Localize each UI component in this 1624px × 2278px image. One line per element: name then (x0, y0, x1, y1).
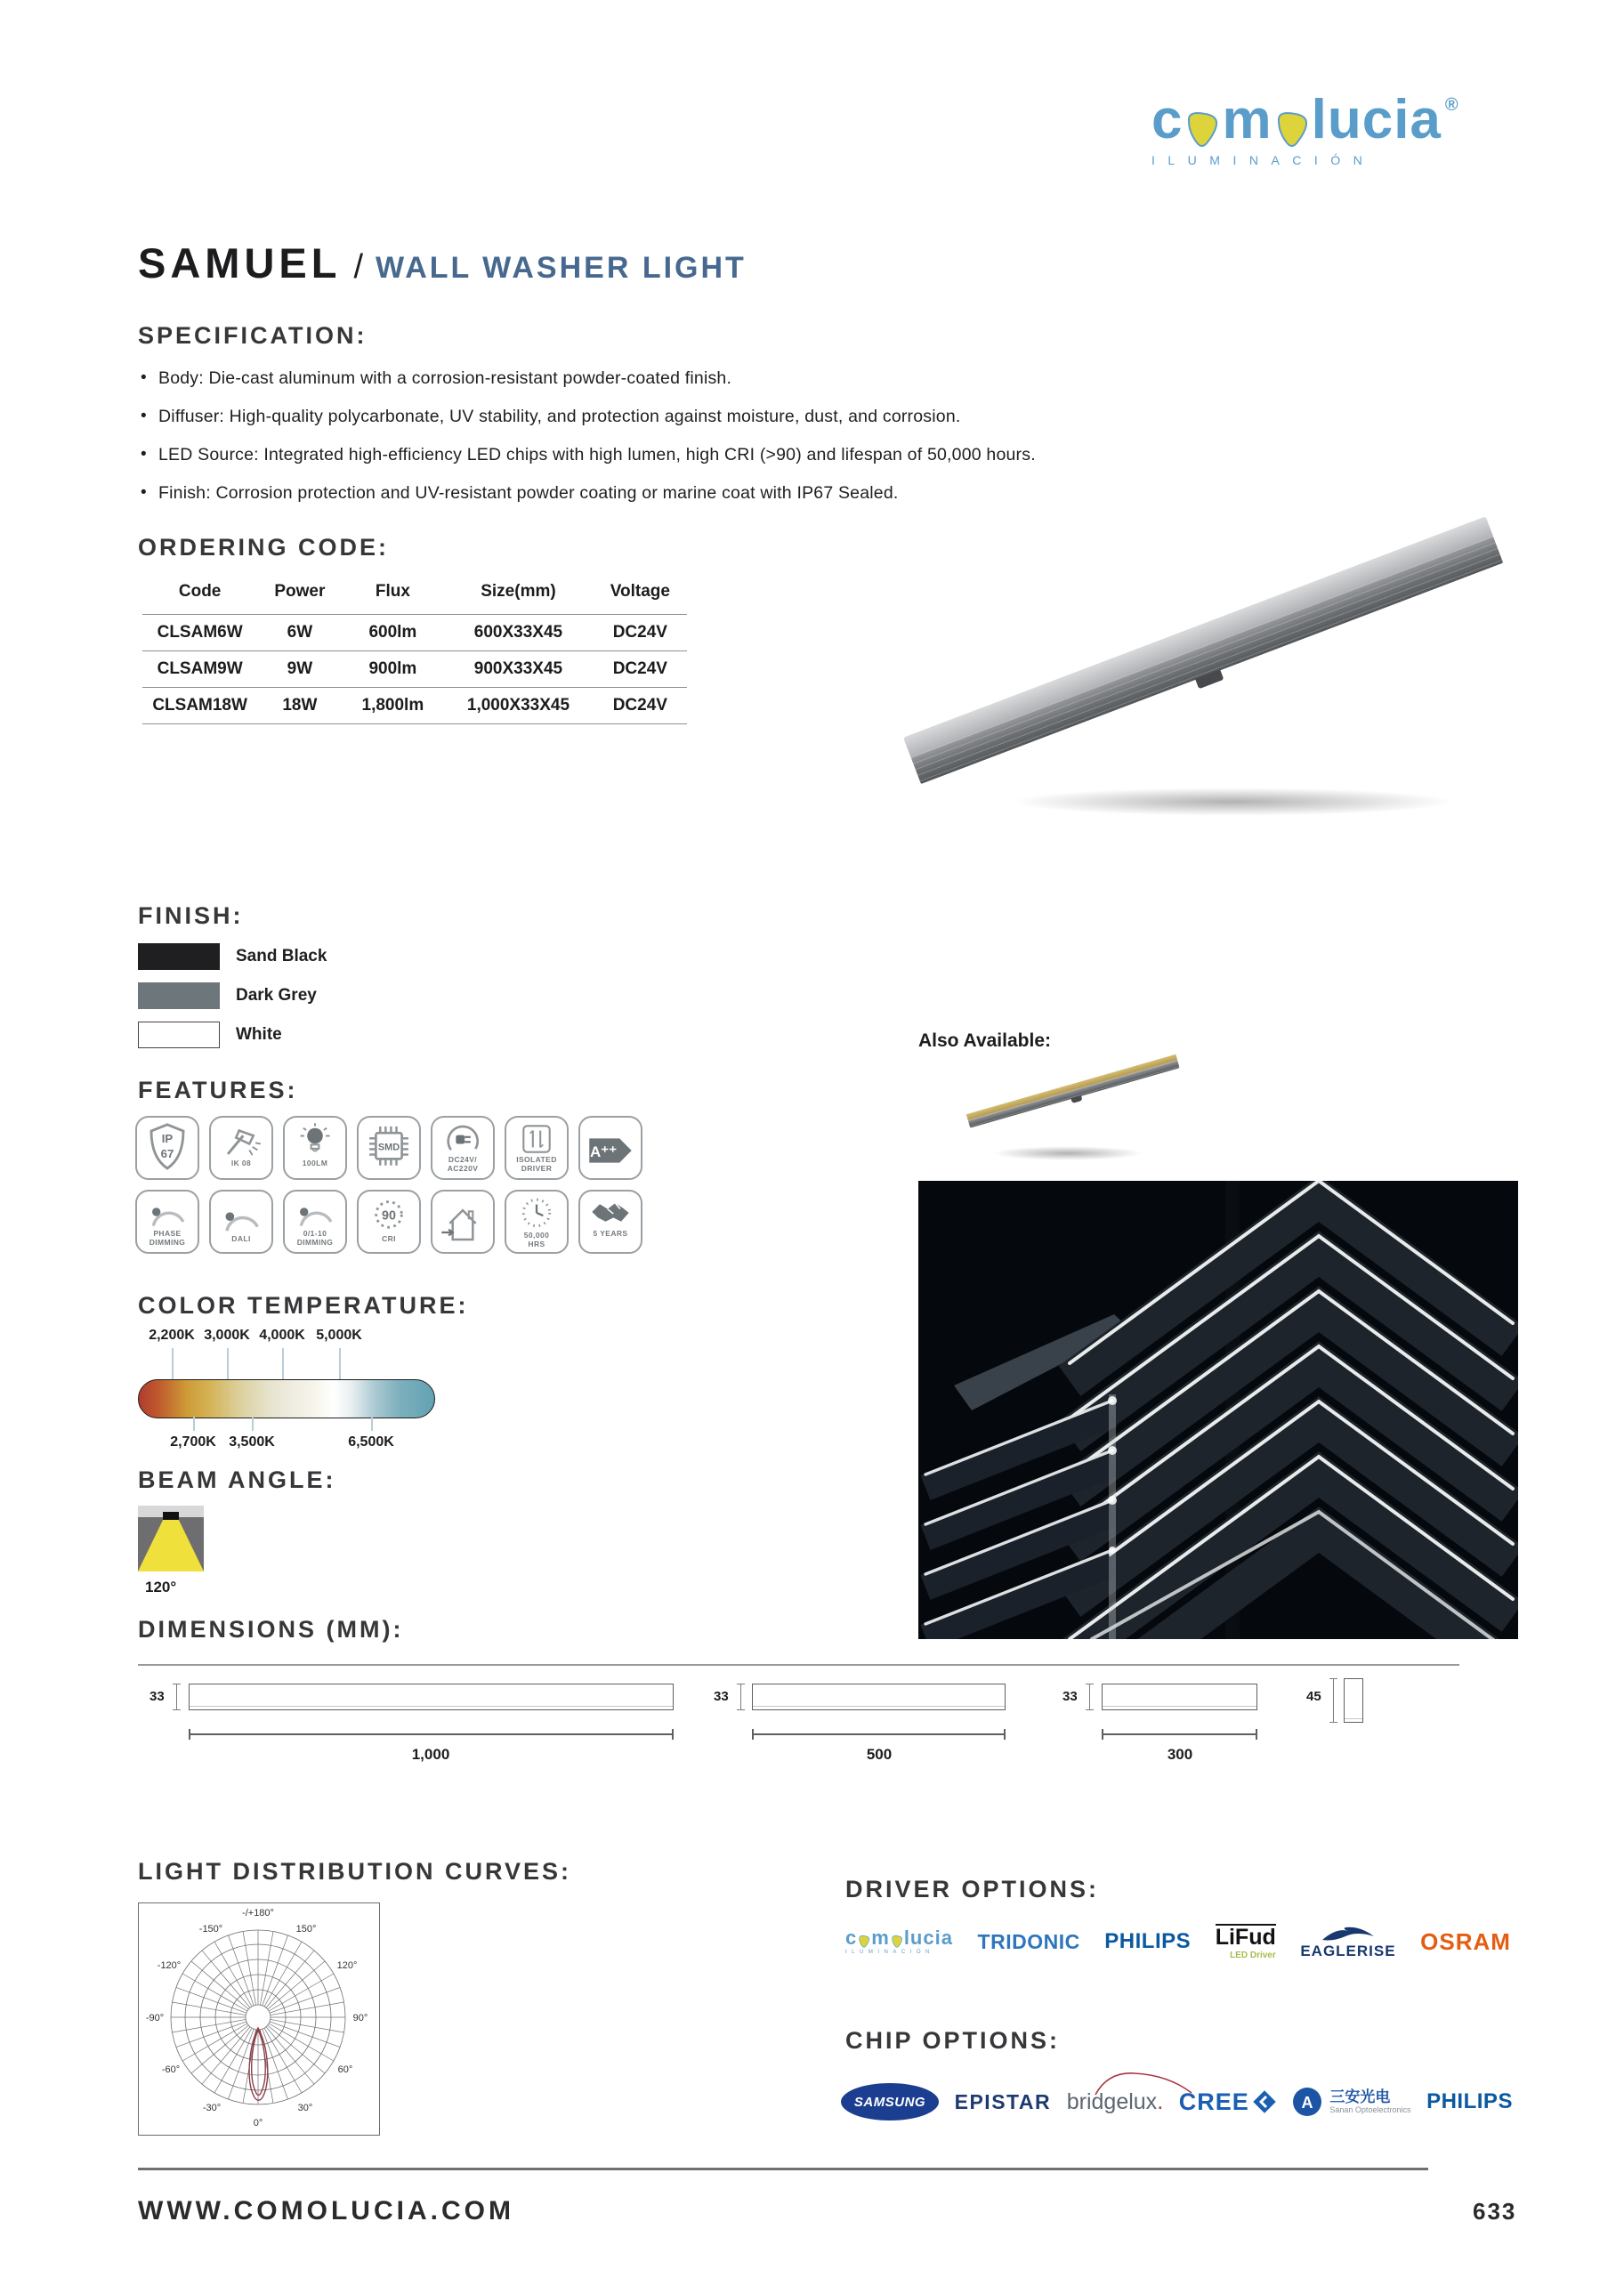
finish-label: Dark Grey (236, 986, 317, 1005)
dim-width-label: 300 (1167, 1746, 1193, 1763)
sanan-logo (1291, 2086, 1410, 2118)
feature-label: 5 YEARS (593, 1229, 628, 1238)
philips-logo: PHILIPS (1426, 2089, 1513, 2113)
angle-label: -120° (157, 1960, 182, 1971)
table-row (142, 615, 687, 651)
cct-label: 4,000K (259, 1328, 305, 1343)
dimensions-heading: DIMENSIONS (MM): (138, 1616, 404, 1643)
beam-angle-value: 120° (145, 1579, 177, 1595)
cri-circle-icon (369, 1196, 408, 1235)
polar-spoke (202, 2027, 250, 2084)
table-row (142, 651, 687, 688)
dim-height-label: 33 (714, 1689, 729, 1704)
feature-isolated-driver (505, 1116, 569, 1180)
feature-cri (357, 1190, 421, 1254)
spec-bullet: • Body: Die-cast aluminum with a corrosion-resistant powder-coated finish. (141, 368, 1119, 389)
specification-list (141, 368, 1119, 521)
logo-letter: c (845, 1927, 858, 1949)
logo-pick-icon (1274, 110, 1310, 149)
dim-width-label: 500 (866, 1746, 893, 1763)
registered-mark: ® (1444, 95, 1458, 115)
title-separator: / (353, 248, 364, 286)
cct-label: 2,700K (170, 1434, 216, 1450)
feature-50000hrs (505, 1190, 569, 1254)
logo-pick-icon (858, 1935, 870, 1949)
chip-logos-row (841, 2073, 1513, 2130)
dim-height-mark (1333, 1678, 1334, 1723)
feature-label2: AC220V (447, 1163, 479, 1173)
product-shadow (992, 1146, 1143, 1160)
plug-icon (443, 1122, 482, 1156)
footer-website: WWW.COMOLUCIA.COM (138, 2196, 514, 2225)
light-source (163, 1512, 179, 1521)
polar-spoke (202, 1951, 250, 2007)
sanan-mark-icon (1291, 2086, 1323, 2118)
table-row (142, 688, 687, 724)
heatsink-body (911, 537, 1504, 784)
polar-spoke (268, 1961, 325, 2009)
cell-flux: 600lm (343, 615, 444, 651)
logo-letter: m (1222, 89, 1273, 150)
spec-bullet: • LED Source: Integrated high-efficiency LED chips with high lumen, high CRI (>90) and lifespan of 50,000 hours. (141, 445, 1119, 465)
ip67-shield-icon (146, 1122, 189, 1172)
lifud-sub: LED Driver (1230, 1950, 1276, 1960)
eagle-swoosh-icon (1319, 1926, 1378, 1943)
dim-width-line (1102, 1733, 1257, 1735)
feature-smd (357, 1116, 421, 1180)
wall-washer-bar (903, 516, 1503, 784)
tridonic-logo: TRIDONIC (977, 1929, 1080, 1953)
dim-drawing-end-profile (1344, 1678, 1363, 1723)
cell-flux: 900lm (343, 651, 444, 688)
logo-letter: m (871, 1927, 890, 1949)
dim-drawing-500 (752, 1684, 1006, 1710)
cell-code: CLSAM9W (142, 651, 257, 688)
energy-rating-icon (587, 1136, 634, 1165)
cct-tick (252, 1417, 254, 1431)
ip67-text: 67 (160, 1147, 174, 1160)
feature-label: DC24V/ (448, 1155, 478, 1164)
feature-label2: DRIVER (521, 1163, 553, 1173)
features-grid (135, 1116, 642, 1254)
angle-label: 0° (253, 2118, 263, 2129)
feature-100lm (283, 1116, 347, 1180)
angle-label: -150° (198, 1924, 223, 1935)
logo-tagline: ILUMINACIÓN (1151, 153, 1376, 167)
ordering-code-table (142, 573, 687, 724)
gold-top (966, 1054, 1177, 1120)
color-temperature-scale (138, 1328, 601, 1452)
distribution-heading: LIGHT DISTRIBUTION CURVES: (138, 1858, 572, 1885)
diffuser (903, 516, 1493, 757)
feature-dc24v (431, 1116, 495, 1180)
bridgelux-wordmark: bridgelux (1066, 2088, 1158, 2114)
feature-label2: DIMMING (149, 1237, 186, 1247)
cell-power: 18W (257, 688, 342, 724)
logo-pick-icon (1184, 110, 1220, 149)
cell-code: CLSAM18W (142, 688, 257, 724)
cct-tick (371, 1417, 373, 1431)
product-shadow (1010, 788, 1455, 816)
angle-label: 120° (336, 1960, 358, 1971)
driver-logos-row (845, 1915, 1511, 1968)
sanan-cn-wordmark: 三安光电 (1329, 2088, 1391, 2105)
color-temperature-heading: COLOR TEMPERATURE: (138, 1292, 469, 1319)
product-photo (903, 512, 1544, 832)
cell-voltage: DC24V (594, 651, 687, 688)
feature-label: PHASE (153, 1229, 182, 1238)
logo-letter: lucia (1311, 89, 1442, 150)
gold-wall-washer-bar (966, 1054, 1180, 1128)
feature-indoor (431, 1190, 495, 1254)
chip-options-heading: CHIP OPTIONS: (845, 2027, 1061, 2054)
logo-letter: c (1151, 89, 1184, 150)
finish-label: White (236, 1025, 282, 1044)
lifud-logo (1216, 1924, 1276, 1960)
product-type: WALL WASHER LIGHT (376, 251, 747, 285)
feature-label2: HRS (528, 1239, 545, 1248)
cct-label: 2,200K (149, 1328, 195, 1343)
lifud-wordmark: LiFud (1215, 1924, 1276, 1950)
cree-diamond-icon (1253, 2090, 1276, 2113)
dim-height-label: 33 (149, 1689, 165, 1704)
finish-option (138, 943, 327, 970)
feature-label: 100LM (302, 1159, 328, 1167)
finish-label: Sand Black (236, 947, 327, 965)
cct-gradient-bar (138, 1379, 435, 1418)
swatch-white (138, 1022, 220, 1048)
col-header: Power (274, 582, 326, 601)
footer-page-number: 633 (1473, 2198, 1517, 2225)
feature-label: 0/1-10 (303, 1229, 327, 1238)
dimmer-dial-icon (147, 1196, 188, 1230)
footer-rule (138, 2168, 1428, 2170)
angle-label: -90° (145, 2013, 165, 2024)
dim-width-label: 1,000 (411, 1746, 450, 1763)
sanan-a-letter: A (1301, 2094, 1313, 2112)
dim-width-line (189, 1733, 674, 1735)
a-plus-plus-text: A⁺⁺ (590, 1143, 618, 1160)
logo-letter: lucia (903, 1927, 953, 1949)
finish-heading: FINISH: (138, 902, 244, 929)
facade-night-photo (918, 1181, 1518, 1639)
spec-bullet: • Finish: Corrosion protection and UV-resistant powder coating or marine coat with IP67 Sealed. (141, 483, 1119, 504)
divider-rule (138, 1664, 1459, 1666)
cri-value-text: 90 (382, 1208, 396, 1224)
sanan-en-wordmark: Sanan Optoelectronics (1329, 2105, 1411, 2115)
cct-tick (339, 1348, 341, 1379)
col-header: Voltage (610, 582, 670, 601)
cct-label: 3,500K (229, 1434, 275, 1450)
spec-bullet: • Diffuser: High-quality polycarbonate, UV stability, and protection against moisture, dust, and corrosion. (141, 407, 1119, 427)
polar-spoke (266, 2027, 314, 2084)
bridgelux-logo (1067, 2089, 1163, 2115)
bridgelux-arc-icon (1092, 2070, 1199, 2096)
cct-tick (227, 1348, 229, 1379)
polar-chart (138, 1902, 380, 2136)
cell-power: 9W (257, 651, 342, 688)
angle-label: 30° (297, 2103, 313, 2113)
dim-height-mark (176, 1684, 177, 1710)
driver-options-heading: DRIVER OPTIONS: (845, 1876, 1100, 1902)
dim-height-mark (740, 1684, 741, 1710)
finish-options (138, 943, 327, 1061)
feature-0110-dimming (283, 1190, 347, 1254)
cell-power: 6W (257, 615, 342, 651)
philips-logo: PHILIPS (1104, 1929, 1192, 1953)
angle-label: -60° (161, 2064, 181, 2075)
also-available-label: Also Available: (918, 1030, 1051, 1051)
cell-code: CLSAM6W (142, 615, 257, 651)
cct-tick (193, 1417, 195, 1431)
cct-tick (172, 1348, 174, 1379)
features-heading: FEATURES: (138, 1077, 298, 1103)
feature-energy-rating (578, 1116, 642, 1180)
feature-label: ISOLATED (516, 1155, 557, 1164)
col-header: Flux (375, 582, 410, 601)
smd-chip-icon (365, 1122, 413, 1172)
feature-ip67 (135, 1116, 199, 1180)
cct-label: 6,500K (348, 1434, 394, 1450)
dim-height-label: 45 (1306, 1689, 1321, 1704)
bulb-icon (295, 1122, 335, 1159)
logo-tagline: ILUMINACIÓN (845, 1950, 934, 1955)
cell-size: 1,000X33X45 (443, 688, 593, 724)
feature-label: 50,000 (523, 1231, 550, 1240)
dim-drawing-300 (1102, 1684, 1257, 1710)
beam-angle-heading: BEAM ANGLE: (138, 1466, 336, 1493)
cell-size: 900X33X45 (443, 651, 593, 688)
beam-angle-icon (138, 1506, 204, 1571)
feature-phase-dimming (135, 1190, 199, 1254)
comolucia-logo (845, 1928, 953, 1955)
eaglerise-logo (1300, 1926, 1395, 1959)
feature-dali (209, 1190, 273, 1254)
angle-label: -/+180° (242, 1908, 274, 1919)
isolated-driver-icon (518, 1122, 555, 1156)
ip-text: IP (161, 1132, 174, 1146)
feature-label: IK 08 (230, 1159, 252, 1167)
dimmer-dial-icon (295, 1196, 335, 1230)
swatch-dark-grey (138, 982, 220, 1009)
page-title (138, 238, 747, 287)
cree-wordmark: CREE (1178, 2088, 1249, 2115)
finish-option (138, 1022, 327, 1048)
also-available-photo (961, 1059, 1228, 1175)
col-header: Size(mm) (481, 582, 556, 601)
samsung-wordmark: SAMSUNG (853, 2094, 926, 2110)
house-icon (440, 1201, 486, 1248)
logo-pick-icon (891, 1935, 903, 1949)
feature-label: DALI (231, 1234, 251, 1243)
cct-label: 5,000K (316, 1328, 362, 1343)
application-photo (918, 1181, 1518, 1639)
handshake-icon (588, 1196, 633, 1230)
polar-spoke (268, 2025, 325, 2073)
beam-cone (138, 1520, 204, 1571)
angle-label: 90° (352, 2013, 368, 2024)
brand-logo (1151, 89, 1458, 167)
specification-heading: SPECIFICATION: (138, 322, 368, 349)
angle-label: 60° (337, 2064, 353, 2075)
angle-label: -30° (202, 2103, 222, 2113)
product-name: SAMUEL (138, 239, 342, 287)
samsung-logo (841, 2083, 939, 2120)
dimmer-dial-icon (221, 1196, 262, 1235)
heatsink-body (968, 1061, 1180, 1128)
finish-option (138, 982, 327, 1009)
swatch-sand-black (138, 943, 220, 970)
smd-text: SMD (377, 1142, 400, 1153)
dim-drawing-1000 (189, 1684, 674, 1710)
cct-tick (282, 1348, 284, 1379)
polar-distribution-curve (139, 1903, 378, 2134)
dim-height-mark (1089, 1684, 1090, 1710)
epistar-logo: EPISTAR (954, 2089, 1052, 2113)
cell-flux: 1,800lm (343, 688, 444, 724)
cell-voltage: DC24V (594, 615, 687, 651)
clock-icon (518, 1196, 555, 1232)
feature-ik08 (209, 1116, 273, 1180)
polar-spoke (191, 2025, 248, 2073)
table-header-row (142, 573, 687, 615)
eaglerise-wordmark: EAGLERISE (1300, 1942, 1396, 1959)
bridgelux-dot: . (1157, 2088, 1164, 2114)
col-header: Code (178, 582, 222, 601)
dim-height-label: 33 (1062, 1689, 1078, 1704)
feature-warranty (578, 1190, 642, 1254)
ordering-code-heading: ORDERING CODE: (138, 534, 390, 561)
polar-spoke (191, 1961, 248, 2009)
hammer-icon (221, 1122, 262, 1159)
cct-label: 3,000K (204, 1328, 250, 1343)
feature-label: CRI (382, 1234, 396, 1243)
osram-logo: OSRAM (1420, 1927, 1511, 1955)
dim-width-line (752, 1733, 1006, 1735)
feature-label2: DIMMING (296, 1237, 334, 1247)
cell-size: 600X33X45 (443, 615, 593, 651)
cell-voltage: DC24V (594, 688, 687, 724)
polar-spoke (266, 1951, 314, 2007)
angle-label: 150° (295, 1924, 317, 1935)
